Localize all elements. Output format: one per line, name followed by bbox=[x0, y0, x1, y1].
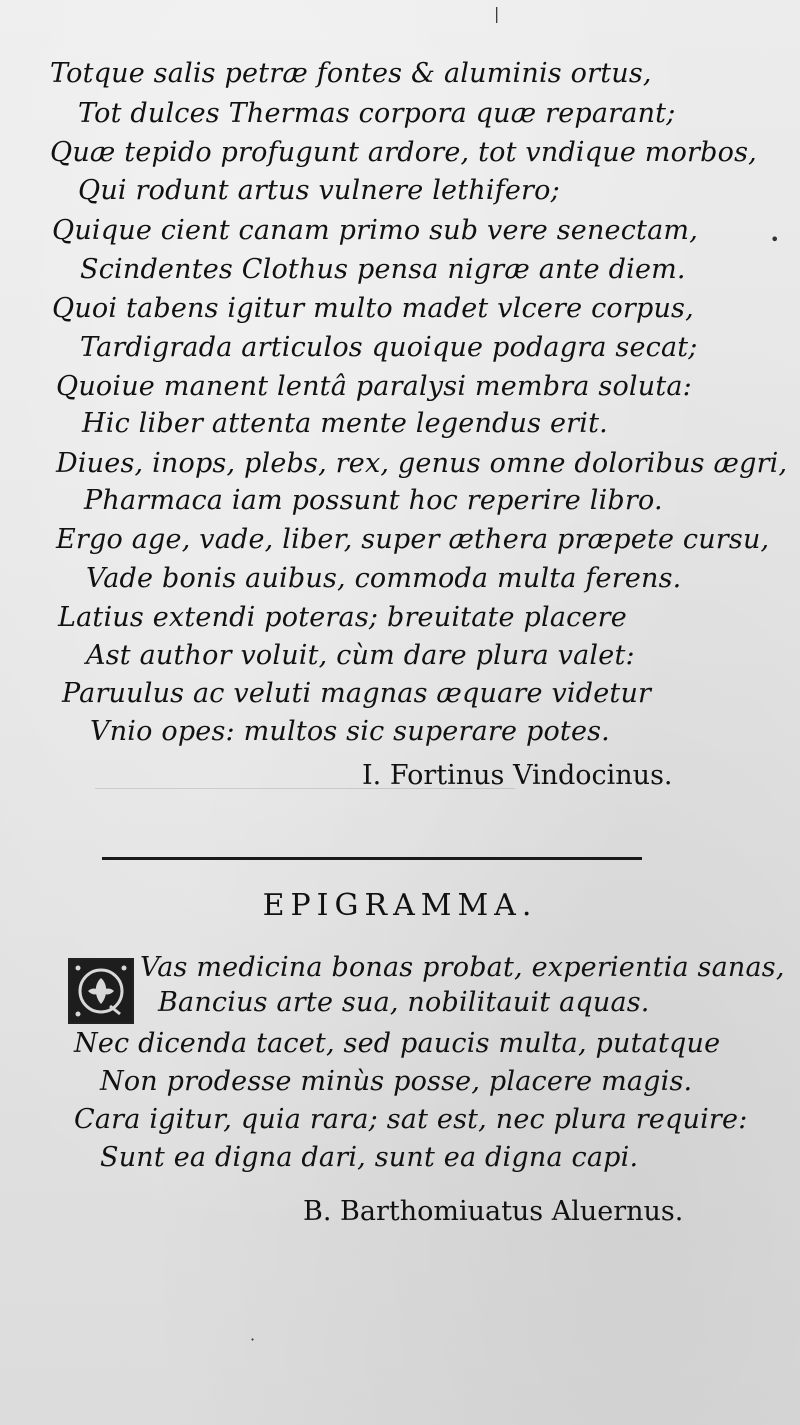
faint-divider bbox=[95, 788, 515, 789]
poem-line-5: Quique cient canam primo sub vere senectam, bbox=[52, 215, 698, 246]
poem-line-6: Scindentes Clothus pensa nigræ ante diem. bbox=[80, 254, 686, 285]
page-speck: · bbox=[250, 1330, 256, 1349]
poem-line-10: Hic liber attenta mente legendus erit. bbox=[82, 408, 608, 439]
poem-line-12: Pharmaca iam possunt hoc reperire libro. bbox=[84, 485, 663, 516]
poem-line-9: Quoiue manent lentâ paralysi membra soluta: bbox=[56, 371, 692, 402]
epigram-line-6: Sunt ea digna dari, sunt ea digna capi. bbox=[100, 1142, 639, 1173]
poem-line-8: Tardigrada articulos quoique podagra secat; bbox=[80, 332, 698, 363]
epigram-line-2: Bancius arte sua, nobilitauit aquas. bbox=[158, 987, 650, 1018]
page-speck: • bbox=[770, 230, 780, 249]
poem-line-13: Ergo age, vade, liber, super æthera præpete cursu, bbox=[56, 524, 770, 555]
section-divider bbox=[102, 857, 642, 860]
poem-line-14: Vade bonis auibus, commoda multa ferens. bbox=[86, 563, 682, 594]
epigram-line-4: Non prodesse minùs posse, placere magis. bbox=[100, 1066, 693, 1097]
poem-line-2: Tot dulces Thermas corpora quæ reparant; bbox=[78, 98, 676, 129]
poem-line-7: Quoi tabens igitur multo madet vlcere corpus, bbox=[52, 293, 694, 324]
poem-line-15: Latius extendi poteras; breuitate placere bbox=[58, 602, 627, 633]
poem-line-17: Paruulus ac veluti magnas æquare videtur bbox=[62, 678, 652, 709]
poem-line-16: Ast author voluit, cùm dare plura valet: bbox=[86, 640, 635, 671]
ornamental-initial bbox=[68, 958, 134, 1024]
epigram-signature: B. Barthomiuatus Aluernus. bbox=[303, 1196, 684, 1227]
poem-line-18: Vnio opes: multos sic superare potes. bbox=[90, 716, 610, 747]
poem-line-3: Quæ tepido profugunt ardore, tot vndique morbos, bbox=[50, 137, 757, 168]
epigram-line-5: Cara igitur, quia rara; sat est, nec plura require: bbox=[74, 1104, 748, 1135]
poem-line-1: Totque salis petræ fontes & aluminis ortus, bbox=[50, 58, 652, 89]
page-speck: | bbox=[494, 4, 500, 23]
epigram-heading: EPIGRAMMA. bbox=[262, 888, 538, 923]
poem-line-11: Diues, inops, plebs, rex, genus omne doloribus ægri, bbox=[56, 448, 788, 479]
floral-ornament-icon bbox=[70, 960, 132, 1022]
poem-signature: I. Fortinus Vindocinus. bbox=[362, 760, 673, 791]
poem-line-4: Qui rodunt artus vulnere lethifero; bbox=[78, 175, 560, 206]
epigram-line-1: Vas medicina bonas probat, experientia sanas, bbox=[140, 952, 785, 983]
epigram-line-3: Nec dicenda tacet, sed paucis multa, putatque bbox=[74, 1028, 721, 1059]
